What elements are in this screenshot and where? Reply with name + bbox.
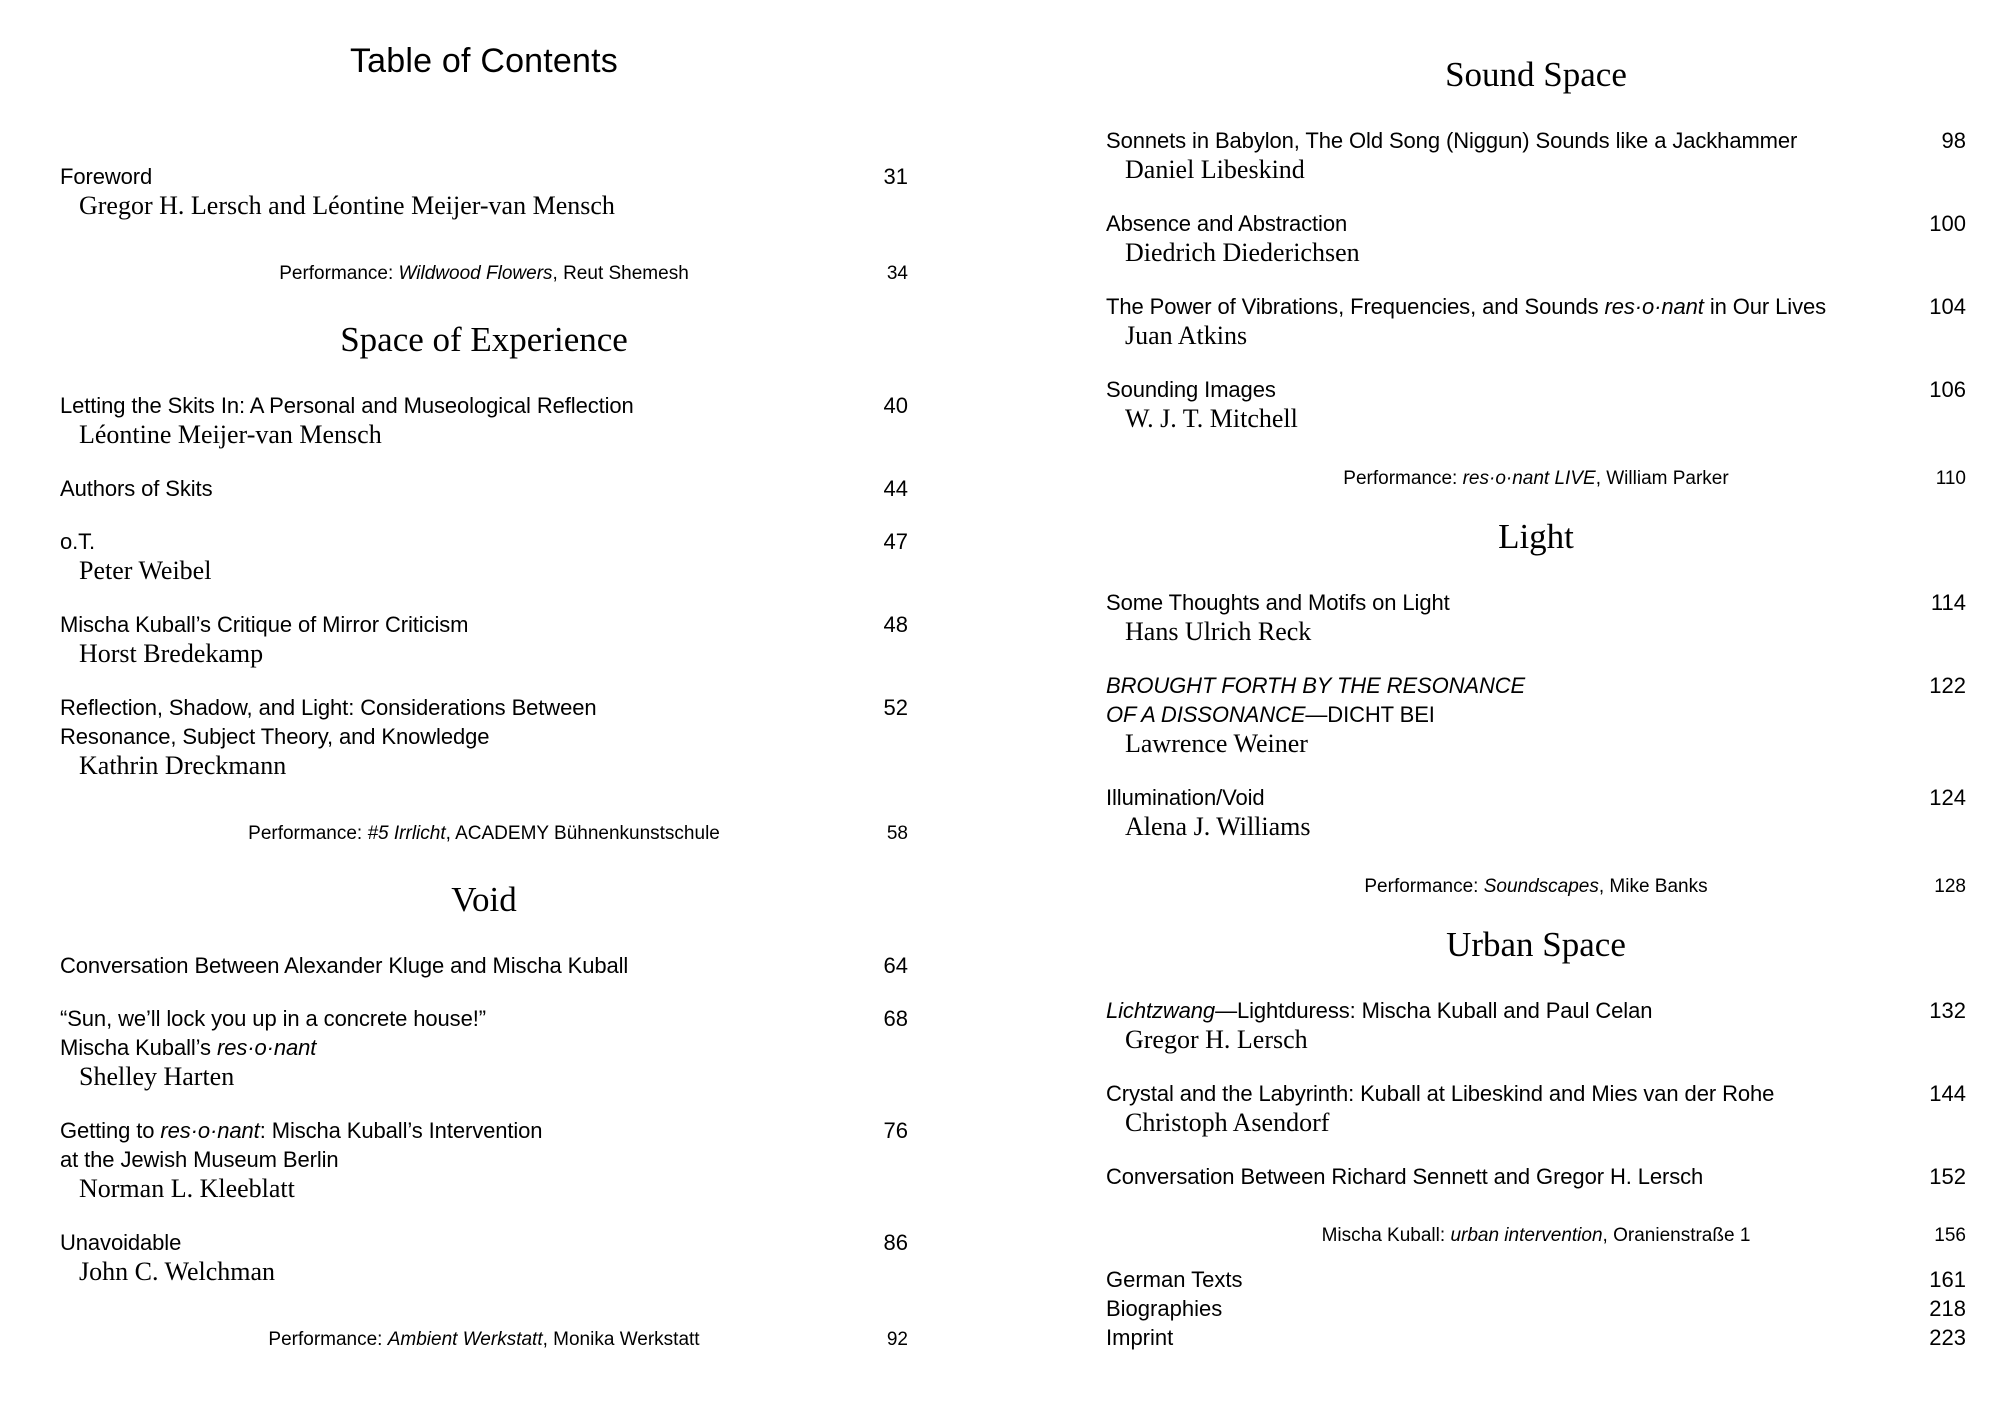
entry-title-line — [60, 474, 818, 503]
entry-title-segment: Lichtzwang — [1106, 998, 1216, 1023]
toc-entry — [1106, 1162, 1966, 1191]
performance-page-number: 156 — [1934, 1225, 1966, 1246]
toc-entry — [1106, 588, 1966, 647]
entry-title-segment: Conversation Between Richard Sennett and Gregor H. Lersch — [1106, 1164, 1704, 1189]
entry-page-number: 144 — [1929, 1081, 1966, 1106]
entry-title-line — [60, 162, 818, 191]
entry-page-number: 132 — [1929, 998, 1966, 1023]
entry-title-segment: Sonnets in Babylon, The Old Song (Niggun) Sounds like a Jackhammer — [1106, 128, 1798, 153]
entry-title-segment: Resonance, Subject Theory, and Knowledge — [60, 724, 490, 749]
performance-segment: , Oranienstraße 1 — [1602, 1225, 1751, 1246]
entry-title-line — [1106, 588, 1876, 617]
backmatter-row — [1106, 1294, 1966, 1323]
entry-title-line — [1106, 375, 1876, 404]
entry-author: Hans Ulrich Reck — [1125, 617, 1312, 646]
performance-line — [60, 821, 908, 847]
backmatter-row — [1106, 1265, 1966, 1294]
entry-title-line — [60, 610, 818, 639]
section-heading: Space of Experience — [340, 320, 628, 359]
toc-entry — [60, 474, 908, 503]
entry-author: Diedrich Diederichsen — [1125, 238, 1360, 267]
entry-title-line — [1106, 700, 1876, 729]
entry-title-segment: Mischa Kuball’s Critique of Mirror Criticism — [60, 612, 469, 637]
performance-text — [279, 263, 689, 284]
entry-page-number: 114 — [1930, 590, 1966, 615]
toc-entry — [60, 951, 908, 980]
entry-page-number: 31 — [883, 164, 908, 189]
toc-entry — [1106, 126, 1966, 185]
entry-title-segment: —DICHT BEI — [1305, 702, 1435, 727]
performance-text — [248, 823, 720, 844]
performance-segment: Performance: — [279, 263, 399, 284]
entry-title-segment: Conversation Between Alexander Kluge and Mischa Kuball — [60, 953, 629, 978]
toc-entry — [1106, 209, 1966, 268]
entry-title-segment: BROUGHT FORTH BY THE RESONANCE — [1106, 673, 1526, 698]
toc-column-left — [60, 38, 908, 1369]
entry-title-segment: res·o·nant — [160, 1118, 260, 1143]
entry-page-number: 152 — [1929, 1164, 1966, 1189]
entry-author: Gregor H. Lersch — [1125, 1025, 1308, 1054]
entry-title-segment: res·o·nant — [1604, 294, 1704, 319]
entry-page-number: 100 — [1929, 211, 1966, 236]
entry-title-segment: Some Thoughts and Motifs on Light — [1106, 590, 1450, 615]
performance-segment: , William Parker — [1595, 468, 1729, 489]
entry-title-line — [60, 693, 818, 722]
performance-line — [60, 261, 908, 287]
performance-segment: Performance: — [1364, 876, 1484, 897]
entry-title-segment: Foreword — [60, 164, 153, 189]
entry-title-segment: Mischa Kuball’s — [60, 1035, 217, 1060]
entry-author: W. J. T. Mitchell — [1125, 404, 1298, 433]
entry-title-line — [60, 951, 818, 980]
performance-page-number: 34 — [886, 263, 908, 284]
toc-entry — [60, 610, 908, 669]
performance-segment: , Mike Banks — [1598, 876, 1708, 897]
performance-page-number: 110 — [1935, 468, 1966, 489]
entry-title-segment: Unavoidable — [60, 1230, 182, 1255]
backmatter-page-number: 223 — [1929, 1325, 1966, 1350]
entry-author: Peter Weibel — [79, 556, 212, 585]
performance-segment: #5 Irrlicht — [367, 823, 446, 844]
entry-title-line — [60, 391, 818, 420]
toc-entry — [1106, 375, 1966, 434]
entry-title-line — [1106, 126, 1876, 155]
performance-segment: Ambient Werkstatt — [387, 1329, 543, 1350]
entry-page-number: 106 — [1929, 377, 1966, 402]
toc-entry — [60, 162, 908, 221]
entry-author: Shelley Harten — [79, 1062, 235, 1091]
entry-title-line — [1106, 783, 1876, 812]
entry-title-segment: : Mischa Kuball’s Intervention — [259, 1118, 543, 1143]
entry-page-number: 48 — [883, 612, 908, 637]
toc-entry — [60, 1004, 908, 1092]
backmatter-label: Imprint — [1106, 1325, 1174, 1350]
section-heading: Urban Space — [1446, 925, 1626, 964]
entry-title-segment: Getting to — [60, 1118, 161, 1143]
entry-title-segment: Sounding Images — [1106, 377, 1276, 402]
entry-title-segment: OF A DISSONANCE — [1106, 702, 1306, 727]
backmatter-list — [1106, 1265, 1966, 1352]
entry-page-number: 52 — [883, 695, 908, 720]
entry-title-segment: Crystal and the Labyrinth: Kuball at Libeskind and Mies van der Rohe — [1106, 1081, 1775, 1106]
entry-title-line — [1106, 209, 1876, 238]
toc-entry — [60, 391, 908, 450]
entry-title-line — [1106, 1079, 1876, 1108]
toc-entry — [1106, 671, 1966, 759]
performance-page-number: 58 — [886, 823, 908, 844]
backmatter-row — [1106, 1323, 1966, 1352]
backmatter-label: German Texts — [1106, 1267, 1243, 1292]
entry-title-segment: Absence and Abstraction — [1106, 211, 1348, 236]
entry-author: Lawrence Weiner — [1125, 729, 1308, 758]
entry-author: Horst Bredekamp — [79, 639, 264, 668]
entry-title-line — [60, 1145, 818, 1174]
entry-title-line — [1106, 292, 1876, 321]
entry-author: Norman L. Kleeblatt — [79, 1174, 295, 1203]
performance-segment: Mischa Kuball: — [1321, 1225, 1451, 1246]
entry-page-number: 104 — [1929, 294, 1966, 319]
toc-entry — [1106, 292, 1966, 351]
entry-title-segment: “Sun, we’ll lock you up in a concrete house!” — [60, 1006, 486, 1031]
entry-page-number: 122 — [1929, 673, 1966, 698]
performance-line — [60, 1327, 908, 1353]
performance-segment: , Reut Shemesh — [552, 263, 689, 284]
entry-title-line — [60, 1116, 818, 1145]
performance-page-number: 128 — [1934, 876, 1966, 897]
performance-segment: , Monika Werkstatt — [542, 1329, 700, 1350]
entry-page-number: 40 — [883, 393, 908, 418]
entry-author: Daniel Libeskind — [1125, 155, 1305, 184]
section-heading: Void — [451, 880, 517, 919]
performance-line — [1106, 874, 1966, 900]
performance-text — [1343, 468, 1728, 489]
entry-page-number: 124 — [1929, 785, 1966, 810]
entry-title-line — [1106, 671, 1876, 700]
backmatter-page-number: 161 — [1929, 1267, 1966, 1292]
entry-title-segment: in Our Lives — [1703, 294, 1827, 319]
entry-title-segment: res·o·nant — [216, 1035, 317, 1060]
toc-title: Table of Contents — [349, 42, 618, 80]
performance-text — [1364, 876, 1707, 897]
performance-segment: res·o·nant LIVE — [1462, 468, 1596, 489]
entry-author: John C. Welchman — [79, 1257, 276, 1286]
entry-page-number: 47 — [883, 529, 908, 554]
toc-entry — [1106, 783, 1966, 842]
performance-segment: Performance: — [248, 823, 368, 844]
entry-author: Juan Atkins — [1125, 321, 1248, 350]
entry-page-number: 76 — [883, 1118, 908, 1143]
performance-text — [268, 1329, 699, 1350]
entry-title-line — [60, 1033, 818, 1062]
entry-author: Kathrin Dreckmann — [79, 751, 287, 780]
performance-page-number: 92 — [886, 1329, 908, 1350]
entry-title-line — [1106, 1162, 1876, 1191]
entry-author: Christoph Asendorf — [1125, 1108, 1330, 1137]
toc-column-right — [1106, 38, 1966, 1352]
entry-title-segment: Authors of Skits — [60, 476, 213, 501]
section-heading: Sound Space — [1445, 55, 1627, 94]
toc-entry — [60, 1116, 908, 1204]
entry-title-segment: at the Jewish Museum Berlin — [60, 1147, 339, 1172]
entry-page-number: 44 — [883, 476, 908, 501]
section-heading: Light — [1498, 517, 1574, 556]
entry-title-line — [60, 722, 818, 751]
performance-segment: Performance: — [1343, 468, 1463, 489]
entry-page-number: 98 — [1941, 128, 1966, 153]
entry-title-line — [60, 527, 818, 556]
backmatter-label: Biographies — [1106, 1296, 1223, 1321]
toc-entry — [1106, 996, 1966, 1055]
entry-title-line — [60, 1228, 818, 1257]
entry-page-number: 68 — [883, 1006, 908, 1031]
performance-segment: Soundscapes — [1483, 876, 1599, 897]
entry-author: Alena J. Williams — [1125, 812, 1311, 841]
entry-author: Léontine Meijer-van Mensch — [79, 420, 382, 449]
entry-title-segment: Letting the Skits In: A Personal and Museological Reflection — [60, 393, 634, 418]
entry-title-segment: Reflection, Shadow, and Light: Considerations Between — [60, 695, 597, 720]
performance-segment: Wildwood Flowers — [398, 263, 553, 284]
entry-author: Gregor H. Lersch and Léontine Meijer-van Mensch — [79, 191, 615, 220]
toc-entry — [60, 693, 908, 781]
performance-segment: Performance: — [268, 1329, 388, 1350]
entry-title-segment: Illumination/Void — [1106, 785, 1265, 810]
toc-entry — [1106, 1079, 1966, 1138]
entry-title-segment: —Lightduress: Mischa Kuball and Paul Celan — [1215, 998, 1653, 1023]
entry-page-number: 64 — [883, 953, 908, 978]
entry-title-segment: o.T. — [60, 529, 96, 554]
backmatter-page-number: 218 — [1929, 1296, 1966, 1321]
entry-page-number: 86 — [883, 1230, 908, 1255]
toc-entry — [60, 1228, 908, 1287]
entry-title-line — [60, 1004, 818, 1033]
performance-segment: urban intervention — [1450, 1225, 1603, 1246]
performance-text — [1322, 1225, 1751, 1246]
performance-line — [1106, 466, 1966, 492]
performance-line — [1106, 1223, 1966, 1249]
entry-title-segment: The Power of Vibrations, Frequencies, and Sounds — [1106, 294, 1605, 319]
entry-title-line — [1106, 996, 1876, 1025]
performance-segment: , ACADEMY Bühnenkunstschule — [445, 823, 720, 844]
toc-entry — [60, 527, 908, 586]
